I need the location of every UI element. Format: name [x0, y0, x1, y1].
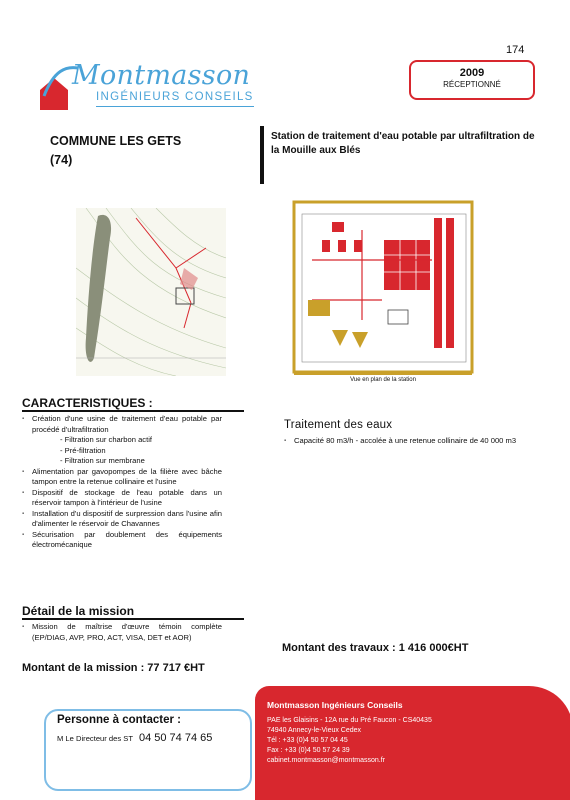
contact-line [57, 732, 212, 744]
list-item: ▪ Création d'une usine de traitement d'eau potable par procédé d'ultrafiltration [22, 414, 222, 435]
title-bar [260, 126, 264, 184]
phone-line: Tél : +33 (0)4 50 57 04 45 [267, 737, 348, 744]
page-number: 174 [506, 44, 525, 56]
list-item: ▪ Capacité 80 m3/h - accolée à une retenue collinaire de 40 000 m3 [284, 436, 554, 447]
year: 2009 [459, 67, 485, 79]
project-title: Station de traitement d'eau potable par ultrafiltration de la Mouille aux Blés [271, 131, 535, 156]
logo-subtitle: INGÉNIEURS CONSEILS [96, 91, 254, 103]
address-line: PAE les Glaisins - 12A rue du Pré Faucon - CS40435 [267, 717, 432, 724]
traitement-heading: Traitement des eaux [284, 419, 393, 431]
sub-item: - Filtration sur charbon actif [60, 435, 153, 444]
company-logo [40, 58, 254, 110]
caracteristiques-list [22, 414, 222, 551]
list-item: ▪ Alimentation par gavopompes de la filière avec bâche tampon entre la retenue collinaire et l'usine [22, 467, 222, 488]
section-divider [22, 618, 244, 620]
sub-item: - Pré-filtration [60, 445, 106, 455]
montant-mission: Montant de la mission : 77 717 €HT [22, 662, 205, 674]
list-item: ▪ Installation d'u dispositif de surpression dans l'usine afin d'alimenter le réservoir de Chavannes [22, 509, 222, 530]
list-item: ▪ Mission de maîtrise d'œuvre témoin complète (EP/DIAG, AVP, PRO, ACT, VISA, DET et AOR) [22, 622, 222, 643]
plan-caption: Vue en plan de la station [350, 377, 416, 383]
contact-name: M Le Directeur des ST [57, 734, 133, 743]
detail-heading: Détail de la mission [22, 604, 135, 618]
list-item: ▪ Dispositif de stockage de l'eau potable dans un réservoir tampon à l'intérieur de l'usine [22, 488, 222, 509]
company-name: Montmasson Ingénieurs Conseils [267, 700, 403, 710]
contact-box [44, 709, 252, 791]
company-info-box [255, 686, 570, 800]
commune-name: COMMUNE LES GETS [50, 134, 182, 148]
site-map-image [76, 208, 226, 376]
commune-title [50, 132, 240, 170]
traitement-list [284, 436, 554, 447]
logo-name: Montmasson [72, 60, 251, 91]
contact-heading: Personne à contacter : [57, 714, 181, 726]
detail-list [22, 622, 222, 643]
plant-plan-image [292, 200, 474, 388]
status-box [409, 60, 535, 100]
email-link[interactable]: cabinet.montmasson@montmasson.fr [267, 757, 385, 764]
caracteristiques-heading: CARACTERISTIQUES : [22, 396, 153, 410]
montant-travaux: Montant des travaux : 1 416 000€HT [282, 642, 469, 654]
fax-line: Fax : +33 (0)4 50 57 24 39 [267, 747, 350, 754]
company-address [267, 716, 432, 766]
commune-dept: (74) [50, 153, 73, 167]
contact-phone: 04 50 74 74 65 [138, 732, 213, 744]
sub-item: - Filtration sur membrane [60, 456, 145, 465]
list-item: ▪ Sécurisation par doublement des équipements électromécanique [22, 530, 222, 551]
address-line: 74940 Annecy-le-Vieux Cedex [267, 727, 362, 734]
status-text: RÉCEPTIONNÉ [443, 80, 501, 89]
section-divider [22, 410, 244, 412]
